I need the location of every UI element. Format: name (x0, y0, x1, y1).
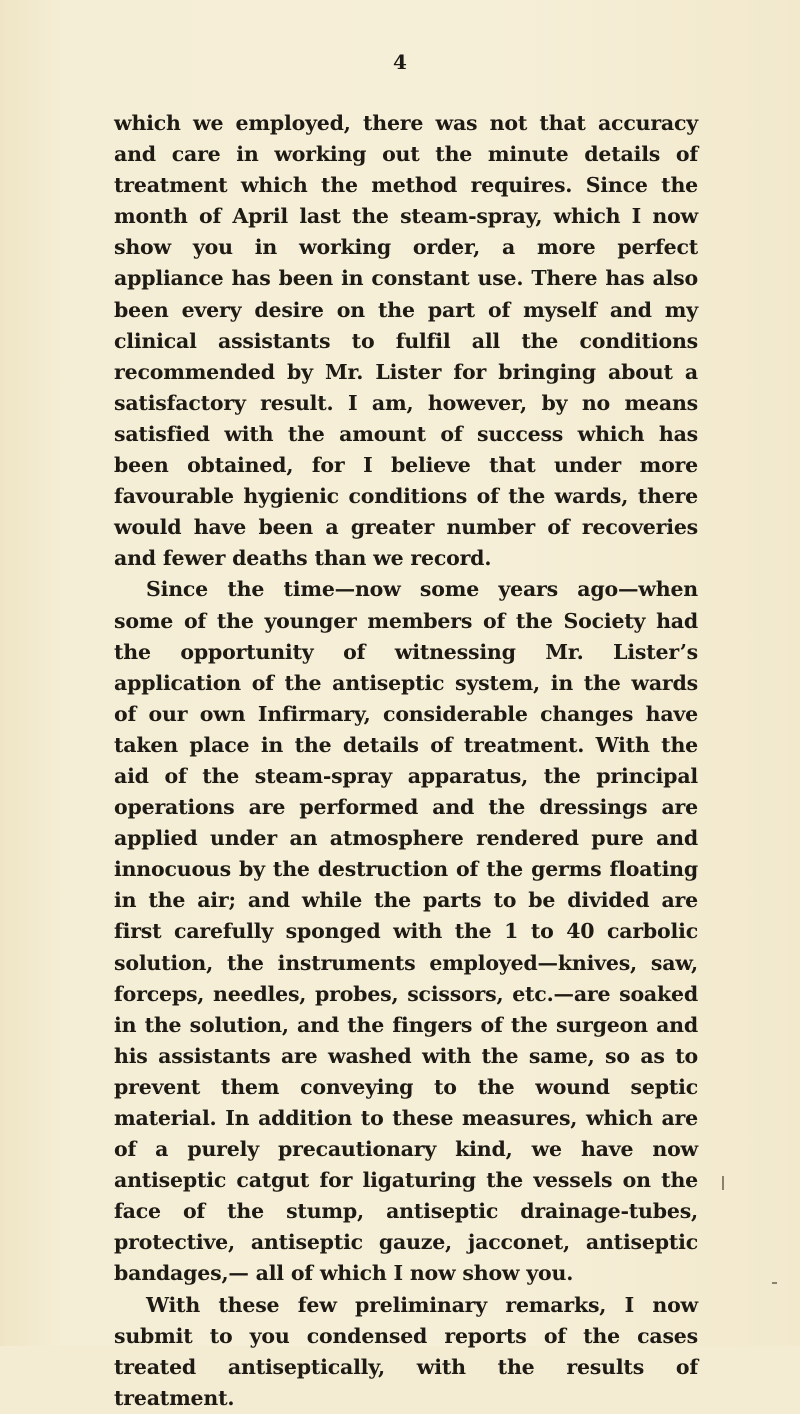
paragraph-2: Since the time—now some years ago—when some of the younger members of the Society had the opportunity of witnessing Mr. Lister’s application of the antiseptic system, in the wards of our own Infirmary, considerable changes have taken place in the details of treatment. With the aid of the steam-spray apparatus, the principal operations are performed and the dressings are applied under an atmosphere rendered pure and innocuous by the destruction of the germs floating in the air; and while the parts to be divided are first carefully sponged with the 1 to 40 carbolic solution, the instruments employed—knives, saw, forceps, needles, probes, scissors, etc.—are soaked in the solution, and the fingers of the surgeon and his assistants are washed with the same, so as to prevent them conveying to the wound septic material. In addition to these measures, which are of a purely precautionary kind, we have now antiseptic catgut for ligaturing the vessels on the face of the stump, antiseptic drainage-tubes, protective, antiseptic gauze, jacconet, antiseptic bandages,— all of which I now show you. (114, 577, 698, 1286)
paragraph-1: which we employed, there was not that accuracy and care in working out the minute details of treatment which the method requires. Since the month of April last the steam-spray, which I now show you in working order, a more perfect appliance has been in constant use. There has also been every desire on the part of myself and my clinical assistants to fulfil all the conditions recommended by Mr. Lister for bringing about a satisfactory result. I am, however, by no means satisfied with the amount of success which has been obtained, for I believe that under more favourable hygienic conditions of the wards, there would have been a greater number of recoveries and fewer deaths than we record. (114, 111, 698, 571)
body-text (114, 108, 698, 1414)
paper-speck (722, 1176, 724, 1190)
paragraph-3: With these few preliminary remarks, I now submit to you condensed reports of the cases treated antiseptically, with the results of treatment. (114, 1292, 698, 1410)
page-number: 4 (393, 50, 407, 74)
paper-speck (772, 1282, 777, 1284)
